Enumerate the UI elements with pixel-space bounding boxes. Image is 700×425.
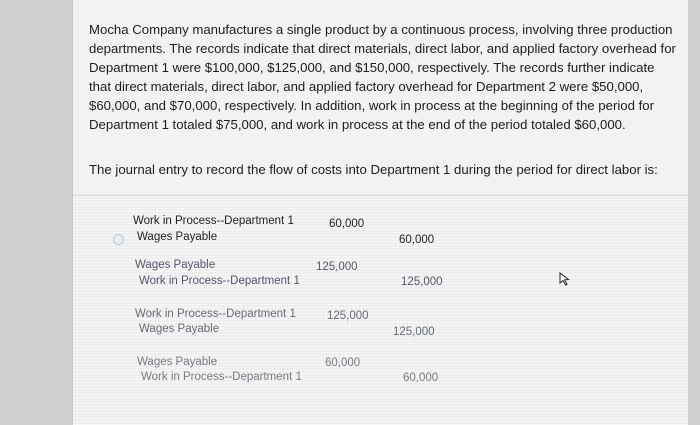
- debit-account: Wages Payable: [137, 356, 218, 368]
- credit-account: Wages Payable: [137, 231, 218, 243]
- radio-button[interactable]: [113, 234, 124, 245]
- credit-amount: 125,000: [393, 326, 435, 338]
- mouse-cursor-icon: [559, 272, 571, 286]
- debit-account: Work in Process--Department 1: [133, 215, 294, 227]
- credit-amount: 60,000: [403, 372, 439, 384]
- credit-amount: 125,000: [401, 276, 443, 288]
- answer-options: [73, 195, 688, 425]
- debit-account: Work in Process--Department 1: [135, 308, 296, 320]
- debit-amount: 60,000: [329, 218, 365, 230]
- credit-account: Wages Payable: [139, 323, 220, 335]
- credit-amount: 60,000: [399, 234, 435, 246]
- question-prompt: The journal entry to record the flow of costs into Department 1 during the period for direct labor is:: [89, 162, 658, 177]
- question-panel: [72, 0, 688, 424]
- answer-option-2[interactable]: [73, 253, 688, 299]
- credit-account: Work in Process--Department 1: [139, 275, 300, 287]
- credit-account: Work in Process--Department 1: [141, 371, 302, 383]
- debit-amount: 125,000: [316, 261, 358, 273]
- answer-option-1[interactable]: [73, 204, 688, 250]
- debit-amount: 125,000: [327, 310, 369, 322]
- answer-option-3[interactable]: [73, 304, 688, 350]
- debit-account: Wages Payable: [135, 259, 216, 271]
- question-text: Mocha Company manufactures a single product by a continuous process, involving three production departments. The records indicate that direct materials, direct labor, and applied factory overhead for Department 1 were $100,000, $125,000, and $150,000, respectively. The records further indicate that direct materials, direct labor, and applied factory overhead for Department 2 were $50,000, $60,000, and $70,000, respectively. In addition, work in process at the beginning of the period for Department 1 totaled $75,000, and work in process at the end of the period totaled $60,000.: [89, 22, 676, 132]
- answer-option-4[interactable]: [73, 352, 688, 398]
- debit-amount: 60,000: [325, 357, 361, 369]
